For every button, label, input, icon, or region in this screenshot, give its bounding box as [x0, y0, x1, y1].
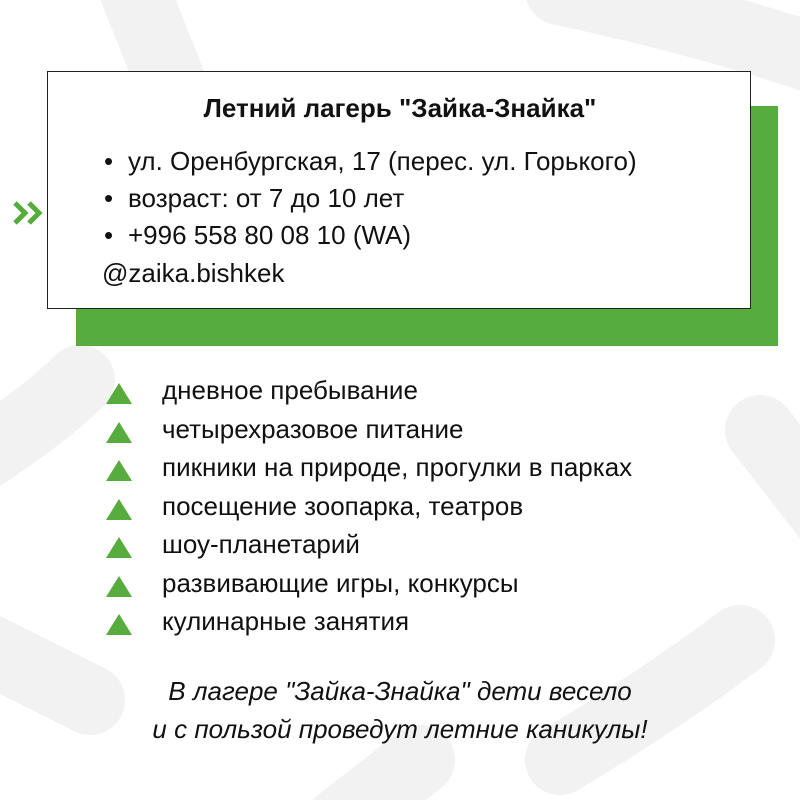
- feature-text: кулинарные занятия: [162, 606, 410, 636]
- card-title: Летний лагерь "Зайка-Знайка": [203, 93, 597, 123]
- green-triangle-icon: [106, 460, 132, 481]
- address-text: ул. Оренбургская, 17 (перес. ул. Горького): [128, 146, 637, 176]
- green-triangle-icon: [106, 537, 132, 558]
- watermark-stroke: [560, 0, 800, 60]
- feature-text: посещение зоопарка, театров: [162, 490, 524, 521]
- feature-text: пикники на природе, прогулки в парках: [162, 452, 633, 482]
- phone-line: [104, 219, 411, 251]
- green-triangle-icon: [106, 576, 132, 597]
- bullet-icon: •: [104, 146, 114, 176]
- green-triangle-icon: [106, 499, 132, 520]
- green-triangle-icon: [106, 422, 132, 443]
- green-triangle-icon: [106, 614, 132, 635]
- feature-text: дневное пребывание: [162, 375, 418, 405]
- age-line: [104, 182, 404, 214]
- bullet-icon: •: [104, 183, 114, 213]
- closing-line-1: В лагере "Зайка-Знайка" дети весело: [168, 676, 632, 706]
- watermark-stroke: [760, 430, 800, 520]
- instagram-handle: @zaika.bishkek: [102, 258, 285, 288]
- feature-text: развивающие игры, конкурсы: [162, 567, 519, 598]
- feature-text: шоу-планетарий: [162, 529, 360, 559]
- phone-text: +996 558 80 08 10 (WA): [128, 220, 412, 250]
- watermark-stroke: [330, 760, 420, 800]
- watermark-stroke: [0, 380, 80, 470]
- bullet-icon: •: [104, 220, 114, 250]
- feature-text: четырехразовое питание: [162, 413, 464, 444]
- info-card: [47, 71, 751, 309]
- green-triangle-icon: [106, 383, 132, 404]
- age-text: возраст: от 7 до 10 лет: [128, 183, 405, 213]
- closing-message: [0, 672, 800, 748]
- watermark-stroke: [130, 0, 170, 80]
- address-line: [104, 145, 637, 177]
- double-chevron-right-icon: [12, 196, 46, 230]
- closing-line-2: и с пользой проведут летние каникулы!: [152, 714, 648, 744]
